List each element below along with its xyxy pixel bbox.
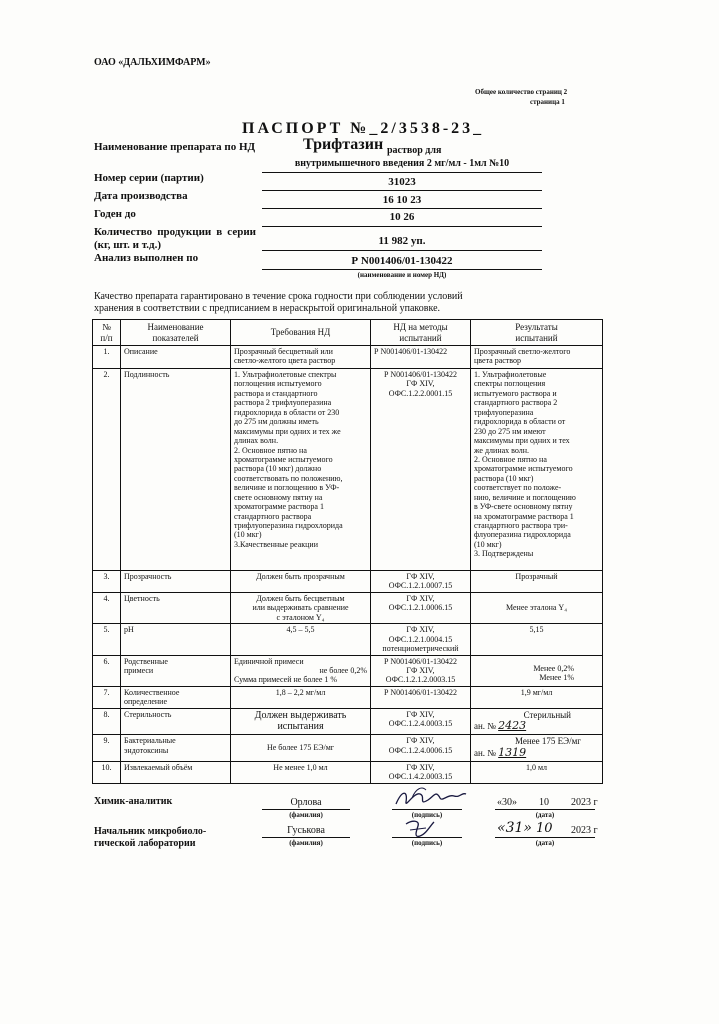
- row-num: 2.: [93, 369, 121, 571]
- chemist-surname-caption: (фамилия): [289, 811, 323, 819]
- row-requirements: 4,5 – 5,5: [231, 624, 371, 655]
- head-surname: Гуськова: [287, 825, 325, 836]
- head-role-line-2: гической лаборатории: [94, 838, 196, 849]
- row-num: 8.: [93, 708, 121, 735]
- table-row: [93, 655, 603, 686]
- chemist-date-year: 2023 г: [571, 797, 598, 808]
- row-method: ГФ XIV, ОФС.1.2.4.0003.15: [371, 708, 471, 735]
- row-result: Стерильный ан. № 2423: [471, 708, 603, 735]
- head-date-caption: (дата): [535, 839, 555, 847]
- header-results: Результаты испытаний: [471, 320, 603, 346]
- row-indicator: Стерильность: [121, 708, 231, 735]
- row-method: ГФ XIV, ОФС.1.2.1.0006.15: [371, 592, 471, 623]
- drug-name-suffix: раствор для: [387, 145, 442, 156]
- table-header-row: [93, 320, 603, 346]
- page-number: страница 1: [530, 98, 565, 106]
- row-result: 5,15: [471, 624, 603, 655]
- series-label: Номер серии (партии): [94, 172, 204, 184]
- row-indicator: Родственные примеси: [121, 655, 231, 686]
- row-requirements: 1. Ультрафиолетовые спектры поглощения испытуемого раствора и стандартного раствора 2 трифлуоперазина гидрохлорида в области от 230 до 275 нм должны иметь максимумы при одних и тех же длинах волн. 2. Основное пятно на хроматограмме испытуемого раствора (10 мкг) должно соответствовать по положению, величине и поглощению в УФ- свете основному пятну на хроматограмме раствора 1 стандартного раствора трифлуоперазина гидрохлорида (10 мкг) 3.Качественные реакции: [231, 369, 371, 571]
- row-num: 4.: [93, 592, 121, 623]
- row-result: Прозрачный: [471, 571, 603, 593]
- row-method: ГФ XIV, ОФС.1.2.1.0004.15 потенциометрический: [371, 624, 471, 655]
- row-requirements: Единичной примеси не более 0,2% Сумма примесей не более 1 %: [231, 655, 371, 686]
- chemist-date-day: «30»: [497, 797, 517, 808]
- row-result: Прозрачный светло-желтого цвета раствор: [471, 346, 603, 369]
- production-date-label: Дата производства: [94, 190, 188, 202]
- drug-name-main: Трифтазин: [303, 136, 384, 153]
- row-method: Р N001406/01-130422 ГФ XIV, ОФС.1.2.1.2.0003.15: [371, 655, 471, 686]
- table-row: [93, 369, 603, 571]
- row-indicator: Цветность: [121, 592, 231, 623]
- header-num: № п/п: [93, 320, 121, 346]
- row-requirements: Должен выдерживать испытания: [231, 708, 371, 735]
- chemist-role: Химик-аналитик: [94, 796, 173, 807]
- head-sign-caption: (подпись): [411, 839, 443, 847]
- row-num: 9.: [93, 735, 121, 762]
- row-method: ГФ XIV, ОФС.1.2.4.0006.15: [371, 735, 471, 762]
- page-count-total: Общее количество страниц 2: [475, 88, 568, 96]
- row-result: 1,9 мг/мл: [471, 686, 603, 708]
- row-method: Р N001406/01-130422: [371, 686, 471, 708]
- row-num: 1.: [93, 346, 121, 369]
- handwritten-analysis-number: 1319: [498, 745, 527, 759]
- guarantee-line-2: хранения в соответствии с предписанием в нераскрытой оригинальной упаковке.: [94, 303, 441, 314]
- row-indicator: Бактериальные эндотоксины: [121, 735, 231, 762]
- chemist-date-month: 10: [539, 797, 549, 808]
- table-row: [93, 571, 603, 593]
- analysis-label: Анализ выполнен по: [94, 252, 199, 264]
- table-row: [93, 346, 603, 369]
- handwritten-analysis-number: 2423: [498, 719, 527, 733]
- quantity-value: 11 982 уп.: [378, 235, 426, 247]
- row-requirements: Не более 175 ЕЭ/мг: [231, 735, 371, 762]
- table-row: [93, 761, 603, 783]
- guarantee-line-1: Качество препарата гарантировано в течение срока годности при соблюдении условий: [94, 291, 463, 302]
- row-indicator: Подлинность: [121, 369, 231, 571]
- analysis-value: Р N001406/01-130422: [351, 255, 453, 267]
- row-num: 7.: [93, 686, 121, 708]
- row-num: 6.: [93, 655, 121, 686]
- row-indicator: Извлекаемый объём: [121, 761, 231, 783]
- head-date-month: 10: [536, 821, 553, 836]
- row-num: 10.: [93, 761, 121, 783]
- header-requirements: Требования НД: [231, 320, 371, 346]
- table-row: [93, 708, 603, 735]
- row-result: 1,0 мл: [471, 761, 603, 783]
- page-title: ПАСПОРТ №_2/3538-23_: [242, 120, 485, 137]
- row-result: Менее 0,2% Менее 1%: [471, 655, 603, 686]
- row-requirements: Должен быть прозрачным: [231, 571, 371, 593]
- row-num: 5.: [93, 624, 121, 655]
- row-result: 1. Ультрафиолетовые спектры поглощения испытуемого раствора и стандартного раствора 2 трифлуоперазина гидрохлорида в области от 230 до 275 нм имеют максимумы при одних и тех же длинах волн. 2. Основное пятно на хроматограмме испытуемого раствора (10 мкг) соответствует по положе- нию, величине и поглощению в УФ-свете основному пятну на хроматограмме раствора 1 стандартного раствора три- флуоперазина гидрохлорида (10 мкг) 3. Подтверждены: [471, 369, 603, 571]
- chemist-date-caption: (дата): [535, 811, 555, 819]
- row-method: Р N001406/01-130422 ГФ XIV, ОФС.1.2.2.0001.15: [371, 369, 471, 571]
- analysis-caption: (наименование и номер НД): [357, 271, 447, 279]
- row-requirements: Должен быть бесцветным или выдерживать сравнение с эталоном Y₄: [231, 592, 371, 623]
- production-date-value: 16 10 23: [382, 194, 422, 206]
- company-name: ОАО «ДАЛЬХИМФАРМ»: [94, 57, 211, 68]
- head-date-year: 2023 г: [571, 825, 598, 836]
- row-indicator: Прозрачность: [121, 571, 231, 593]
- row-result: Менее 175 ЕЭ/мг ан. № 1319: [471, 735, 603, 762]
- header-indicator: Наименование показателей: [121, 320, 231, 346]
- row-requirements: 1,8 – 2,2 мг/мл: [231, 686, 371, 708]
- head-role-line-1: Начальник микробиоло-: [94, 826, 207, 837]
- header-methods: НД на методы испытаний: [371, 320, 471, 346]
- table-row: [93, 686, 603, 708]
- row-indicator: Описание: [121, 346, 231, 369]
- row-requirements: Не менее 1,0 мл: [231, 761, 371, 783]
- table-row: [93, 735, 603, 762]
- row-num: 3.: [93, 571, 121, 593]
- table-row: [93, 624, 603, 655]
- chemist-sign-caption: (подпись): [411, 811, 443, 819]
- quantity-label-2: (кг, шт. и т.д.): [94, 239, 162, 251]
- quantity-label-1: Количество продукции в серии: [94, 226, 256, 238]
- chemist-signature-icon: [392, 784, 470, 812]
- row-method: ГФ XIV, ОФС.1.4.2.0003.15: [371, 761, 471, 783]
- row-result: Менее эталона Y₄: [471, 592, 603, 623]
- row-method: ГФ XIV, ОФС.1.2.1.0007.15: [371, 571, 471, 593]
- row-indicator: pH: [121, 624, 231, 655]
- expiry-label: Годен до: [94, 208, 136, 220]
- table-row: [93, 592, 603, 623]
- drug-name-label: Наименование препарата по НД: [94, 141, 256, 153]
- head-date-day: «31»: [497, 820, 532, 836]
- row-indicator: Количественное определение: [121, 686, 231, 708]
- drug-name-line2: внутримышечного введения 2 мг/мл - 1мл №10: [294, 158, 510, 169]
- head-surname-caption: (фамилия): [289, 839, 323, 847]
- series-value: 31023: [388, 176, 416, 188]
- quality-table: [92, 319, 603, 784]
- row-method: Р N001406/01-130422: [371, 346, 471, 369]
- chemist-surname: Орлова: [290, 797, 322, 808]
- expiry-value: 10 26: [389, 211, 415, 223]
- row-requirements: Прозрачный бесцветный или светло-желтого цвета раствор: [231, 346, 371, 369]
